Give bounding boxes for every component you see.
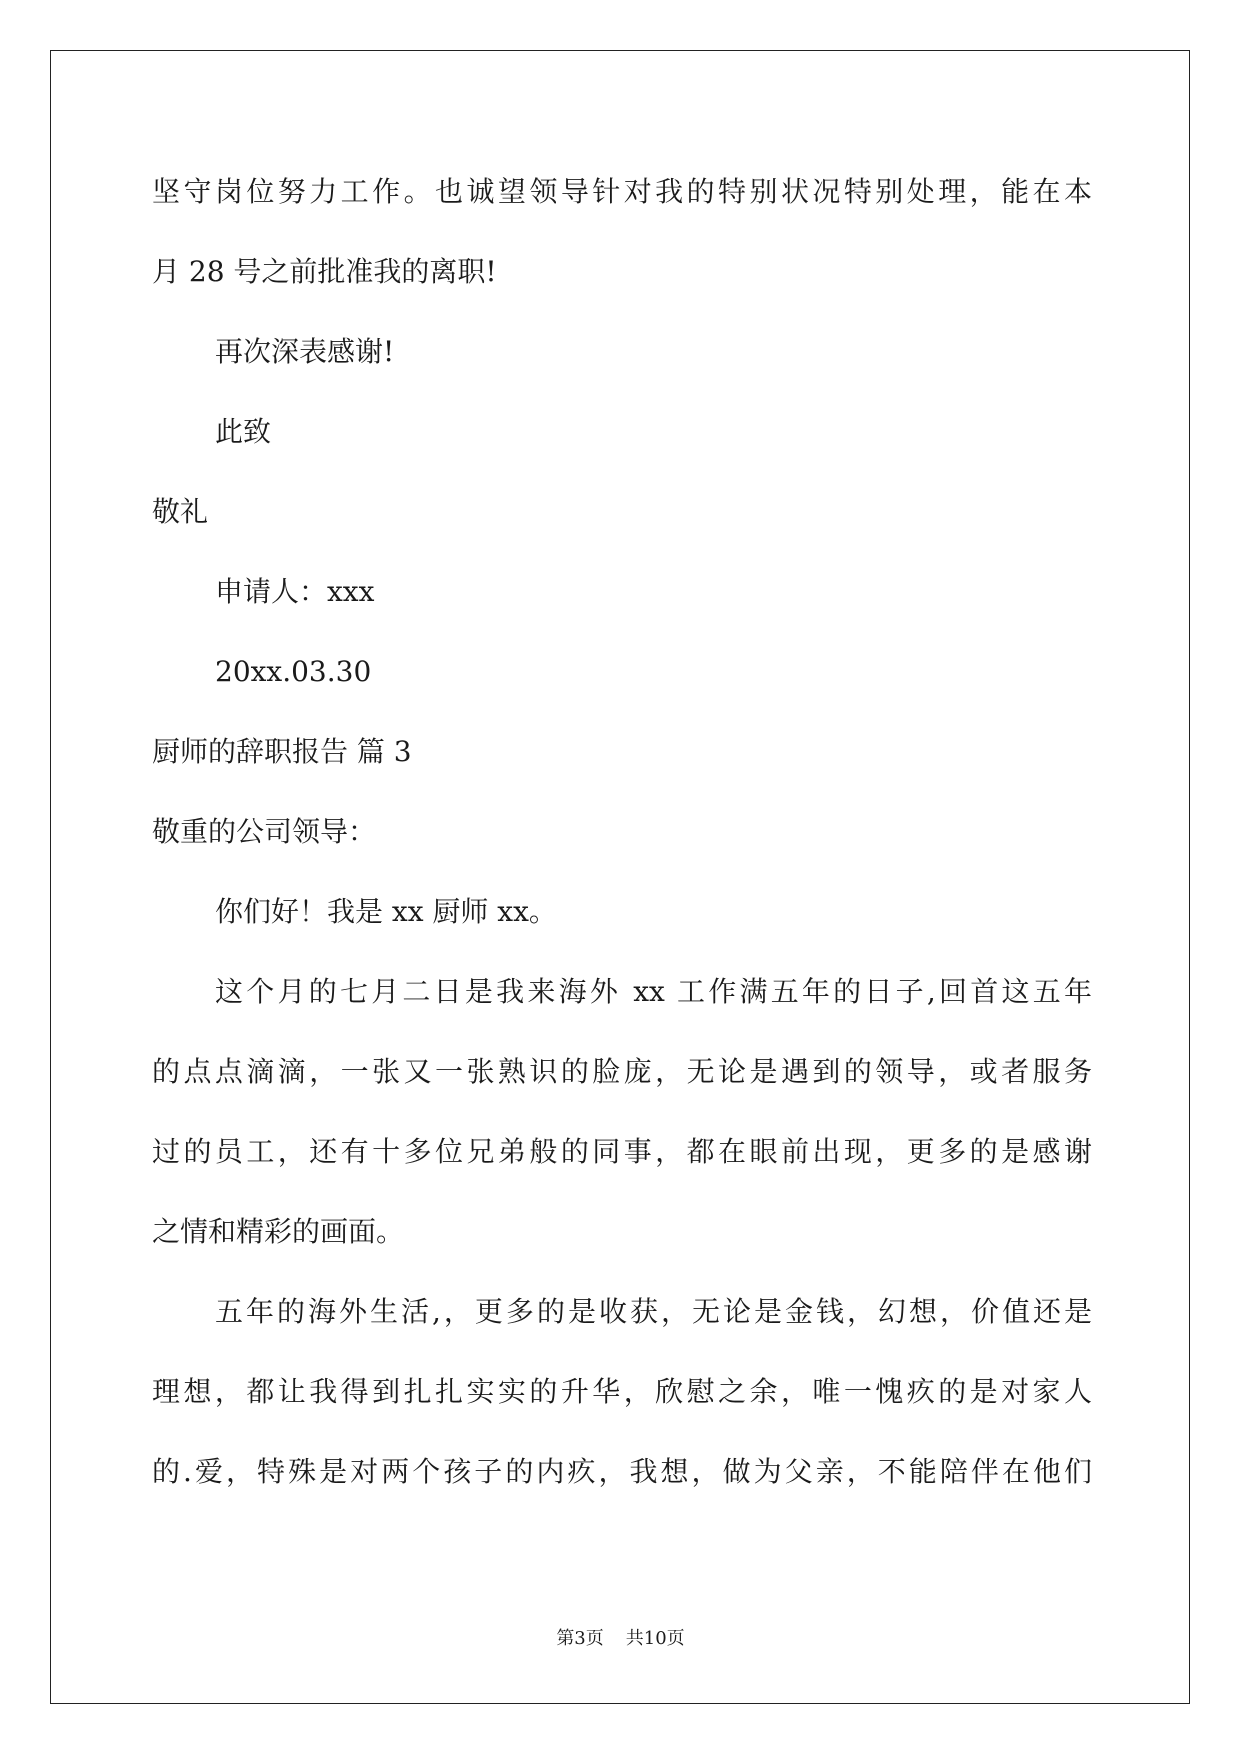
paragraph-2-line-2: 理想，都让我得到扎扎实实的升华，欣慰之余，唯一愧疚的是对家人	[152, 1375, 1092, 1408]
applicant-signature: 申请人：xxx	[215, 575, 375, 608]
paragraph-2-line-3: 的.爱，特殊是对两个孩子的内疚，我想，做为父亲，不能陪伴在他们	[152, 1455, 1092, 1488]
closing-thanks: 再次深表感谢!	[215, 335, 395, 368]
paragraph-2-line-1: 五年的海外生活,，更多的是收获，无论是金钱，幻想，价值还是	[215, 1295, 1092, 1328]
body-line-1: 坚守岗位努力工作。也诚望领导针对我的特别状况特别处理，能在本	[152, 175, 1092, 208]
letter-greeting: 敬重的公司领导：	[152, 815, 377, 848]
intro-line: 你们好！我是 xx 厨师 xx。	[215, 895, 557, 928]
closing-regards: 敬礼	[152, 495, 209, 528]
letter-date: 20xx.03.30	[215, 655, 372, 688]
page-total: 共10页	[625, 1628, 685, 1649]
section-heading: 厨师的辞职报告 篇 3	[152, 735, 412, 768]
paragraph-1-line-3: 过的员工，还有十多位兄弟般的同事，都在眼前出现，更多的是感谢	[152, 1135, 1092, 1168]
paragraph-1-line-4: 之情和精彩的画面。	[152, 1215, 405, 1248]
page-footer	[0, 1627, 1241, 1651]
page-number: 第3页	[556, 1628, 604, 1649]
paragraph-1-line-2: 的点点滴滴，一张又一张熟识的脸庞，无论是遇到的领导，或者服务	[152, 1055, 1092, 1088]
closing-salutation: 此致	[215, 415, 272, 448]
body-line-2: 月 28 号之前批准我的离职!	[152, 255, 497, 288]
paragraph-1-line-1: 这个月的七月二日是我来海外 xx 工作满五年的日子,回首这五年	[215, 975, 1092, 1008]
